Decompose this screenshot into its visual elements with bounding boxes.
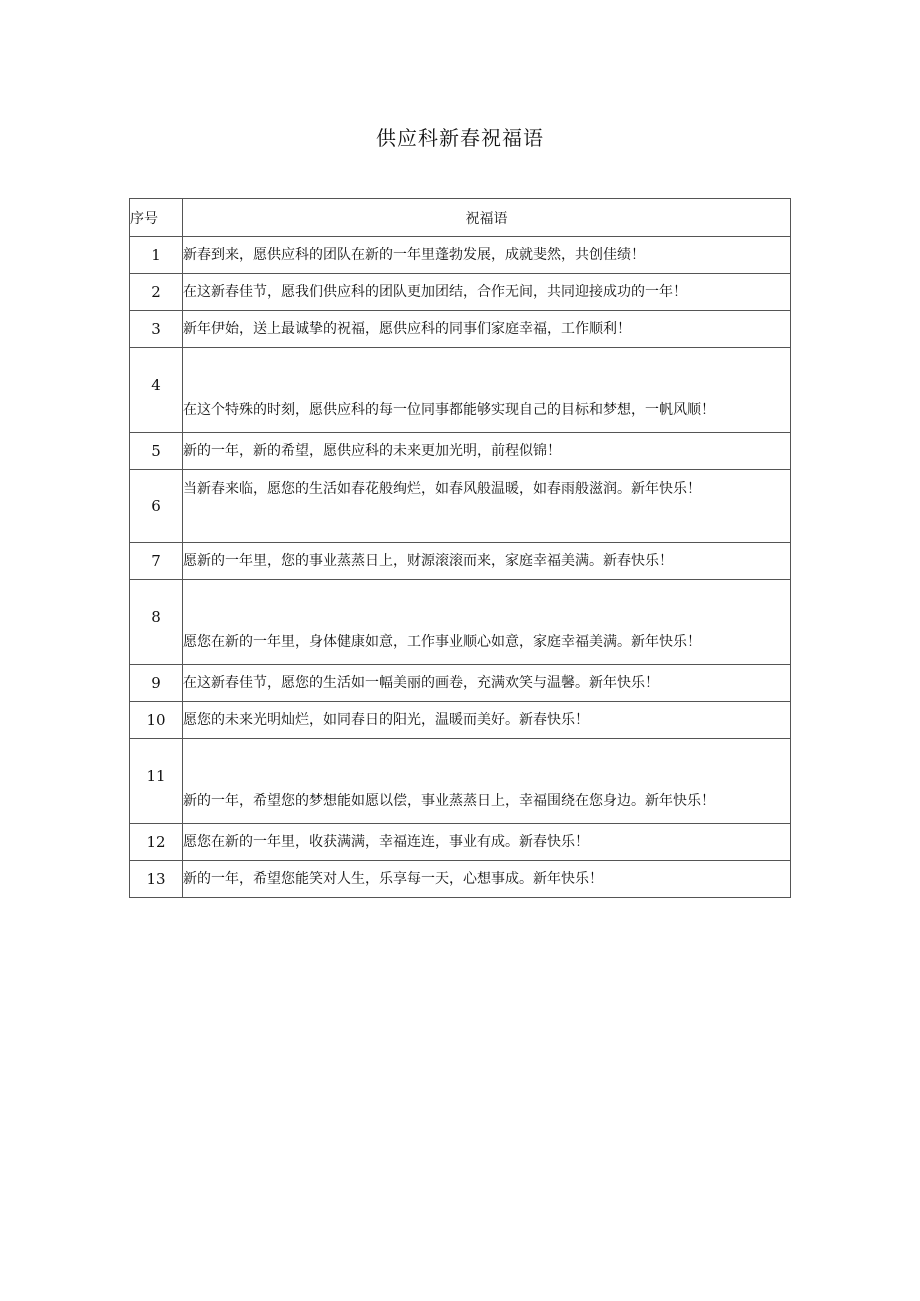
row-number: 12: [130, 824, 183, 861]
table-row: [130, 433, 791, 470]
row-blessing-text: 在这个特殊的时刻，愿供应科的每一位同事都能够实现自己的目标和梦想，一帆风顺！: [183, 348, 791, 433]
row-number: 7: [130, 543, 183, 580]
blessings-table: [129, 198, 791, 898]
row-number: 3: [130, 311, 183, 348]
row-number: 2: [130, 274, 183, 311]
header-blessing: 祝福语: [183, 199, 791, 237]
row-number: [130, 739, 183, 824]
table-row: [130, 580, 791, 665]
row-blessing-text: 愿您在新的一年里，收获满满，幸福连连，事业有成。新春快乐！: [183, 824, 791, 861]
table-row: [130, 739, 791, 824]
table-row: [130, 824, 791, 861]
row-number: 1: [130, 237, 183, 274]
table-row: [130, 274, 791, 311]
row-number: 13: [130, 861, 183, 898]
row-blessing-text: 愿您在新的一年里，身体健康如意，工作事业顺心如意，家庭幸福美满。新年快乐！: [183, 580, 791, 665]
table-row: [130, 348, 791, 433]
row-blessing-text: 新的一年，新的希望，愿供应科的未来更加光明，前程似锦！: [183, 433, 791, 470]
table-row: [130, 237, 791, 274]
header-serial-number: 序号: [130, 199, 183, 237]
row-number-label: 8: [151, 608, 161, 626]
row-blessing-text: 当新春来临，愿您的生活如春花般绚烂，如春风般温暖，如春雨般滋润。新年快乐！: [183, 470, 791, 543]
table-row: [130, 665, 791, 702]
row-blessing-text: 在这新春佳节，愿您的生活如一幅美丽的画卷，充满欢笑与温馨。新年快乐！: [183, 665, 791, 702]
row-number: [130, 348, 183, 433]
row-number: 10: [130, 702, 183, 739]
page-title: 供应科新春祝福语: [376, 126, 544, 150]
row-blessing-text: 新的一年，希望您的梦想能如愿以偿，事业蒸蒸日上，幸福围绕在您身边。新年快乐！: [183, 739, 791, 824]
table-row: [130, 702, 791, 739]
row-number: [130, 580, 183, 665]
row-blessing-text: 在这新春佳节，愿我们供应科的团队更加团结，合作无间，共同迎接成功的一年！: [183, 274, 791, 311]
row-number: 5: [130, 433, 183, 470]
row-blessing-text: 愿新的一年里，您的事业蒸蒸日上，财源滚滚而来，家庭幸福美满。新春快乐！: [183, 543, 791, 580]
table-header-row: [130, 199, 791, 237]
row-blessing-text: 愿您的未来光明灿烂，如同春日的阳光，温暖而美好。新春快乐！: [183, 702, 791, 739]
table-row: [130, 543, 791, 580]
row-number-label: 4: [151, 376, 161, 394]
table-row: [130, 470, 791, 543]
row-number: 9: [130, 665, 183, 702]
table-row: [130, 861, 791, 898]
row-blessing-text: 新春到来，愿供应科的团队在新的一年里蓬勃发展，成就斐然，共创佳绩！: [183, 237, 791, 274]
table-row: [130, 311, 791, 348]
row-number: 6: [130, 470, 183, 543]
row-blessing-text: 新的一年，希望您能笑对人生，乐享每一天，心想事成。新年快乐！: [183, 861, 791, 898]
row-number-label: 11: [146, 767, 166, 785]
row-blessing-text: 新年伊始，送上最诚挚的祝福，愿供应科的同事们家庭幸福，工作顺利！: [183, 311, 791, 348]
